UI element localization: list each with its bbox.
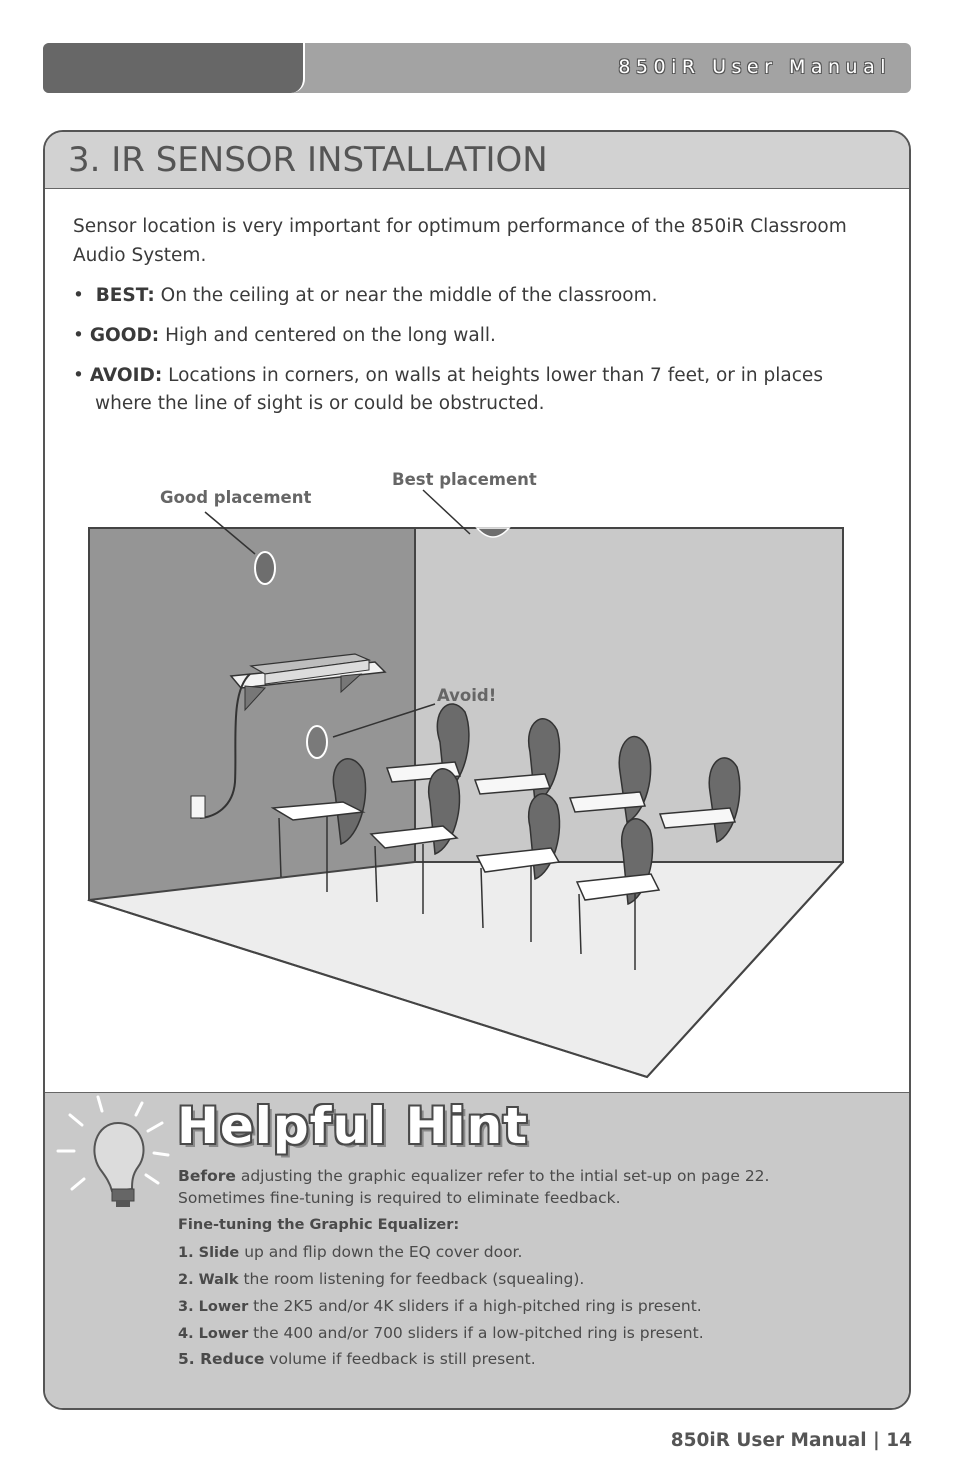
bullet-marker: • [73,365,84,386]
bullet-text: High and centered on the long wall. [165,325,496,346]
step-label: 1. Slide [178,1245,240,1261]
bullet-text: On the ceiling at or near the middle of the classroom. [160,285,658,306]
header-tab [43,43,305,93]
bullet-label: BEST: [95,285,155,306]
hint-intro [178,1165,898,1209]
classroom-illustration [45,462,911,1092]
hint-step [178,1295,898,1318]
intro-text: Sensor location is very important for optimum performance of the 850iR Classroom Audio System. [73,216,847,266]
section-title: 3. IR SENSOR INSTALLATION [68,140,548,180]
step-text: the 2K5 and/or 4K sliders if a high-pitched ring is present. [253,1297,702,1315]
step-text: volume if feedback is still present. [269,1350,536,1368]
hint-intro-bold: Before [178,1167,236,1185]
hint-step [178,1268,898,1291]
step-label: 3. Lower [178,1299,249,1315]
hint-intro-text-2: Sometimes fine-tuning is required to eliminate feedback. [178,1189,621,1207]
hint-subheading: Fine-tuning the Graphic Equalizer: [178,1217,460,1233]
step-text: the 400 and/or 700 sliders if a low-pitched ring is present. [253,1324,704,1342]
section-header [45,132,909,189]
manual-title: 850iR User Manual [618,56,891,78]
hint-step [178,1348,898,1370]
hint-step [178,1241,898,1264]
label-good-placement: Good placement [160,488,312,507]
label-best-placement: Best placement [392,470,537,489]
section-panel [43,130,911,1410]
bullet-label: GOOD: [89,325,160,346]
bullet-label: AVOID: [89,365,163,386]
bullet-text-continued: where the line of sight is or could be obstructed. [95,393,545,414]
page-footer: 850iR User Manual | 14 [670,1430,912,1451]
step-text: the room listening for feedback (squealing). [243,1270,585,1288]
bullet-marker: • [73,285,84,306]
hint-title: Helpful Hint [177,1097,529,1155]
bullet-good [73,322,893,350]
bullet-text: Locations in corners, on walls at heights lower than 7 feet, or in places [168,365,823,386]
helpful-hint-box [45,1092,909,1410]
classroom-drawing [45,462,911,1092]
step-label: 5. Reduce [178,1350,265,1368]
lightbulb-icon [50,1093,180,1213]
hint-intro-text: adjusting the graphic equalizer refer to the intial set-up on page 22. [240,1167,770,1185]
bullet-avoid [73,362,893,418]
label-avoid: Avoid! [437,686,497,705]
header-bar [43,43,911,93]
hint-step [178,1322,898,1345]
step-text: up and flip down the EQ cover door. [244,1243,523,1261]
step-label: 2. Walk [178,1272,239,1288]
bullet-best [73,282,893,310]
bullet-marker: • [73,325,84,346]
step-label: 4. Lower [178,1326,249,1342]
